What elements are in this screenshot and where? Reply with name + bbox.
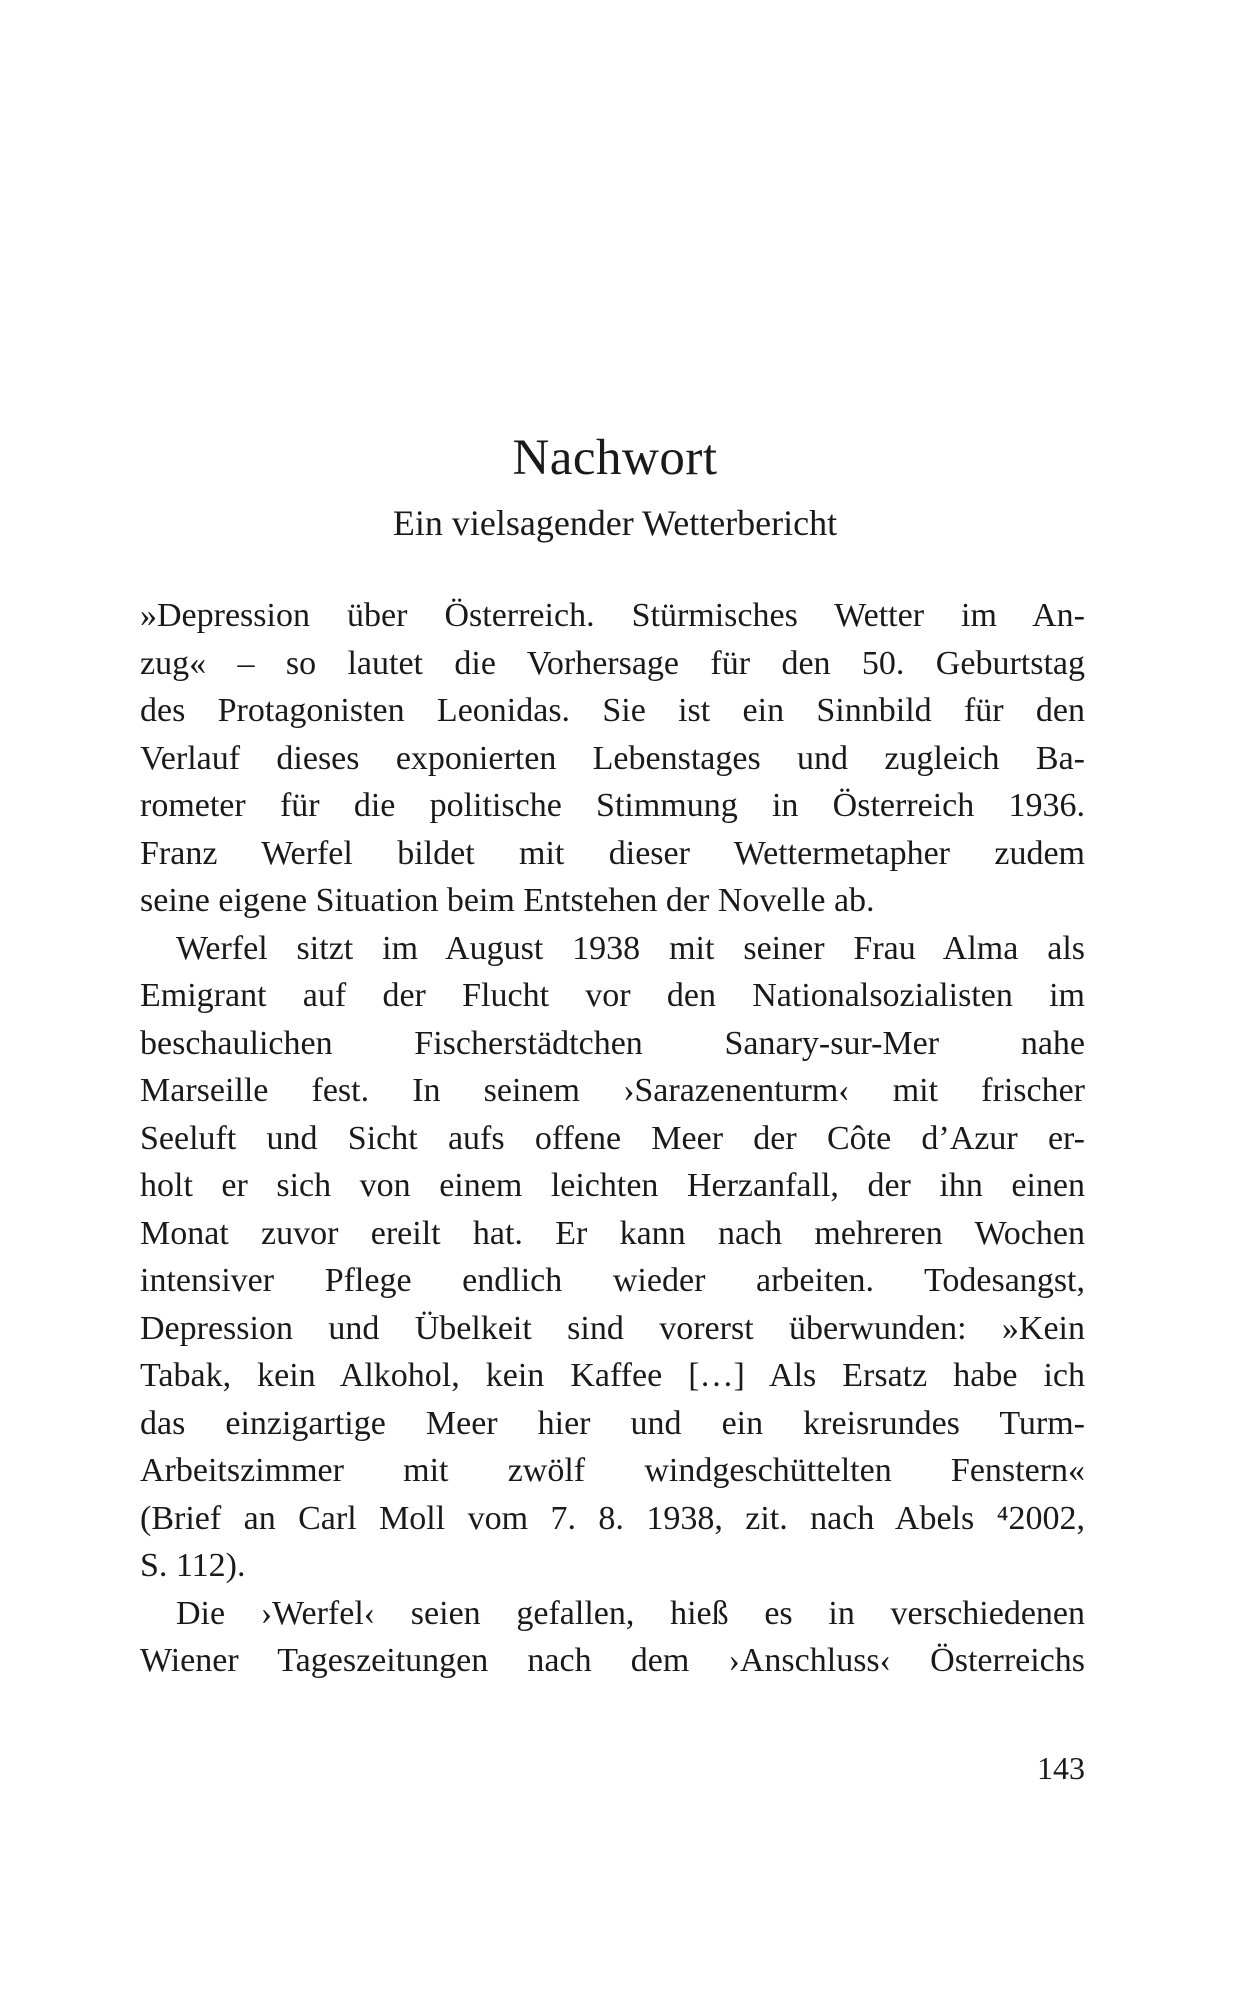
text-line: holt er sich von einem leichten Herzanfall, der ihn einen	[140, 1167, 1085, 1204]
body-text	[140, 592, 1085, 1685]
text-line: Monat zuvor ereilt hat. Er kann nach mehreren Wochen	[140, 1214, 1085, 1252]
text-line: Arbeitszimmer mit zwölf windgeschüttelten Fenstern«	[140, 1452, 1085, 1489]
text-line: Tabak, kein Alkohol, kein Kaffee […] Als Ersatz habe ich	[140, 1357, 1085, 1394]
text-line: Depression und Übelkeit sind vorerst überwunden: »Kein	[140, 1309, 1085, 1347]
chapter-subtitle: Ein vielsagender Wetterbericht	[392, 503, 838, 543]
text-line: das einzigartige Meer hier und ein kreisrundes Turm-	[140, 1404, 1085, 1442]
text-line: Die ›Werfel‹ seien gefallen, hieß es in verschiedenen	[176, 1594, 1085, 1632]
text-line: intensiver Pflege endlich wieder arbeiten. Todesangst,	[140, 1262, 1085, 1299]
text-line: Marseille fest. In seinem ›Sarazenenturm‹ mit frischer	[140, 1072, 1085, 1109]
text-line: Seeluft und Sicht aufs offene Meer der Côte d’Azur er-	[140, 1119, 1085, 1157]
text-line: »Depression über Österreich. Stürmisches Wetter im An-	[140, 597, 1085, 634]
text-line: beschaulichen Fischerstädtchen Sanary-sur-Mer nahe	[140, 1024, 1085, 1062]
text-line: zug« – so lautet die Vorhersage für den 50. Geburtstag	[140, 644, 1085, 682]
text-line: Franz Werfel bildet mit dieser Wettermetapher zudem	[140, 834, 1085, 872]
text-line: Emigrant auf der Flucht vor den Nationalsozialisten im	[140, 977, 1085, 1014]
text-line: Wiener Tageszeitungen nach dem ›Anschluss‹ Österreichs	[140, 1642, 1085, 1679]
text-line: (Brief an Carl Moll vom 7. 8. 1938, zit. nach Abels ⁴2002,	[140, 1499, 1085, 1537]
text-line: S. 112).	[140, 1547, 246, 1584]
text-line: Verlauf dieses exponierten Lebenstages und zugleich Ba-	[140, 739, 1085, 777]
text-line: Werfel sitzt im August 1938 mit seiner Frau Alma als	[176, 929, 1085, 967]
page-number: 143	[1037, 1750, 1085, 1786]
text-line: des Protagonisten Leonidas. Sie ist ein Sinnbild für den	[140, 692, 1085, 729]
text-line: seine eigene Situation beim Entstehen der Novelle ab.	[140, 882, 875, 919]
text-line: rometer für die politische Stimmung in Österreich 1936.	[140, 787, 1085, 824]
chapter-title: Nachwort	[512, 430, 718, 486]
